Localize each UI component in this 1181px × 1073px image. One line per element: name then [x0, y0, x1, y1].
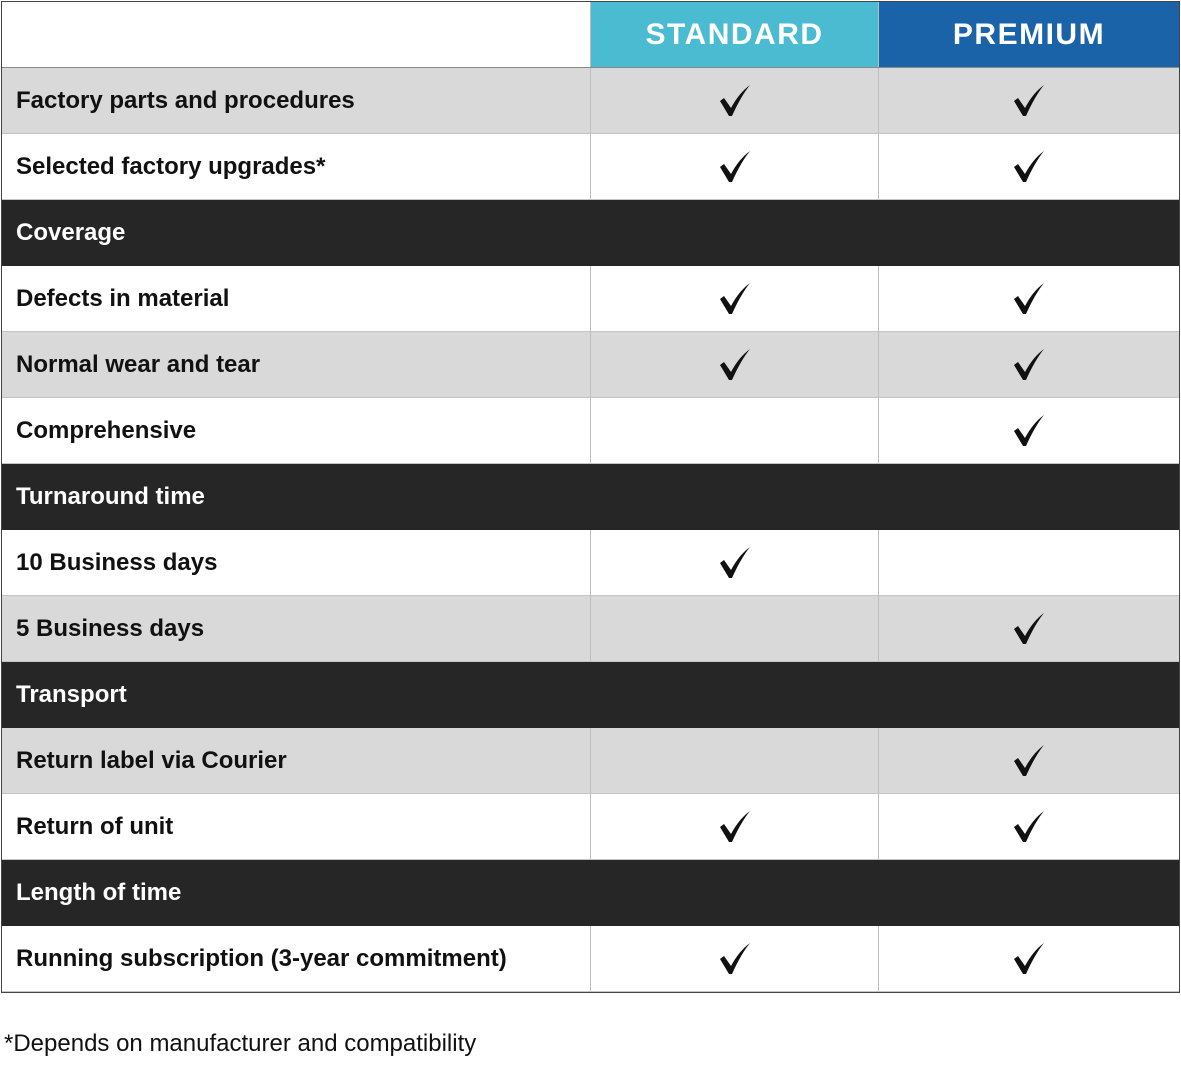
table-row [2, 728, 1179, 794]
checkmark-icon [1011, 83, 1047, 119]
premium-cell [879, 926, 1179, 991]
feature-label: Normal wear and tear [2, 332, 591, 397]
standard-cell [591, 926, 879, 991]
comparison-table [1, 1, 1180, 993]
feature-label: 10 Business days [2, 530, 591, 595]
table-row [2, 398, 1179, 464]
section-header-row [2, 860, 1179, 926]
standard-cell [591, 332, 879, 397]
table-row [2, 266, 1179, 332]
premium-cell [879, 728, 1179, 793]
header-blank-cell [2, 2, 591, 67]
checkmark-icon [717, 281, 753, 317]
table-row [2, 530, 1179, 596]
table-header-row [2, 2, 1179, 68]
checkmark-icon [1011, 809, 1047, 845]
checkmark-icon [717, 149, 753, 185]
premium-cell [879, 332, 1179, 397]
standard-cell [591, 134, 879, 199]
premium-plan-header: PREMIUM [879, 2, 1179, 67]
premium-cell [879, 398, 1179, 463]
checkmark-icon [1011, 611, 1047, 647]
feature-label: Return label via Courier [2, 728, 591, 793]
checkmark-icon [1011, 347, 1047, 383]
premium-cell [879, 68, 1179, 133]
standard-cell [591, 398, 879, 463]
standard-cell [591, 266, 879, 331]
premium-cell [879, 134, 1179, 199]
table-row [2, 134, 1179, 200]
premium-cell [879, 596, 1179, 661]
standard-cell [591, 728, 879, 793]
checkmark-icon [717, 545, 753, 581]
standard-cell [591, 530, 879, 595]
footnote: *Depends on manufacturer and compatibility [4, 1030, 477, 1057]
table-body [2, 68, 1179, 992]
feature-label: Comprehensive [2, 398, 591, 463]
section-title: Transport [16, 681, 127, 708]
premium-cell [879, 266, 1179, 331]
standard-cell [591, 68, 879, 133]
table-row [2, 332, 1179, 398]
section-header-row [2, 464, 1179, 530]
feature-label: Defects in material [2, 266, 591, 331]
checkmark-icon [717, 809, 753, 845]
checkmark-icon [1011, 149, 1047, 185]
section-title: Turnaround time [16, 483, 205, 510]
section-title: Length of time [16, 879, 182, 906]
checkmark-icon [717, 347, 753, 383]
checkmark-icon [1011, 281, 1047, 317]
checkmark-icon [1011, 941, 1047, 977]
table-row [2, 794, 1179, 860]
standard-plan-header: STANDARD [591, 2, 879, 67]
standard-cell [591, 794, 879, 859]
feature-label: Selected factory upgrades* [2, 134, 591, 199]
premium-cell [879, 530, 1179, 595]
premium-cell [879, 794, 1179, 859]
checkmark-icon [717, 941, 753, 977]
table-row [2, 596, 1179, 662]
checkmark-icon [1011, 743, 1047, 779]
table-row [2, 68, 1179, 134]
checkmark-icon [1011, 413, 1047, 449]
standard-cell [591, 596, 879, 661]
feature-label: Return of unit [2, 794, 591, 859]
feature-label: Factory parts and procedures [2, 68, 591, 133]
checkmark-icon [717, 83, 753, 119]
section-header-row [2, 200, 1179, 266]
section-title: Coverage [16, 219, 126, 246]
table-row [2, 926, 1179, 992]
section-header-row [2, 662, 1179, 728]
feature-label: Running subscription (3-year commitment) [2, 926, 591, 991]
feature-label: 5 Business days [2, 596, 591, 661]
